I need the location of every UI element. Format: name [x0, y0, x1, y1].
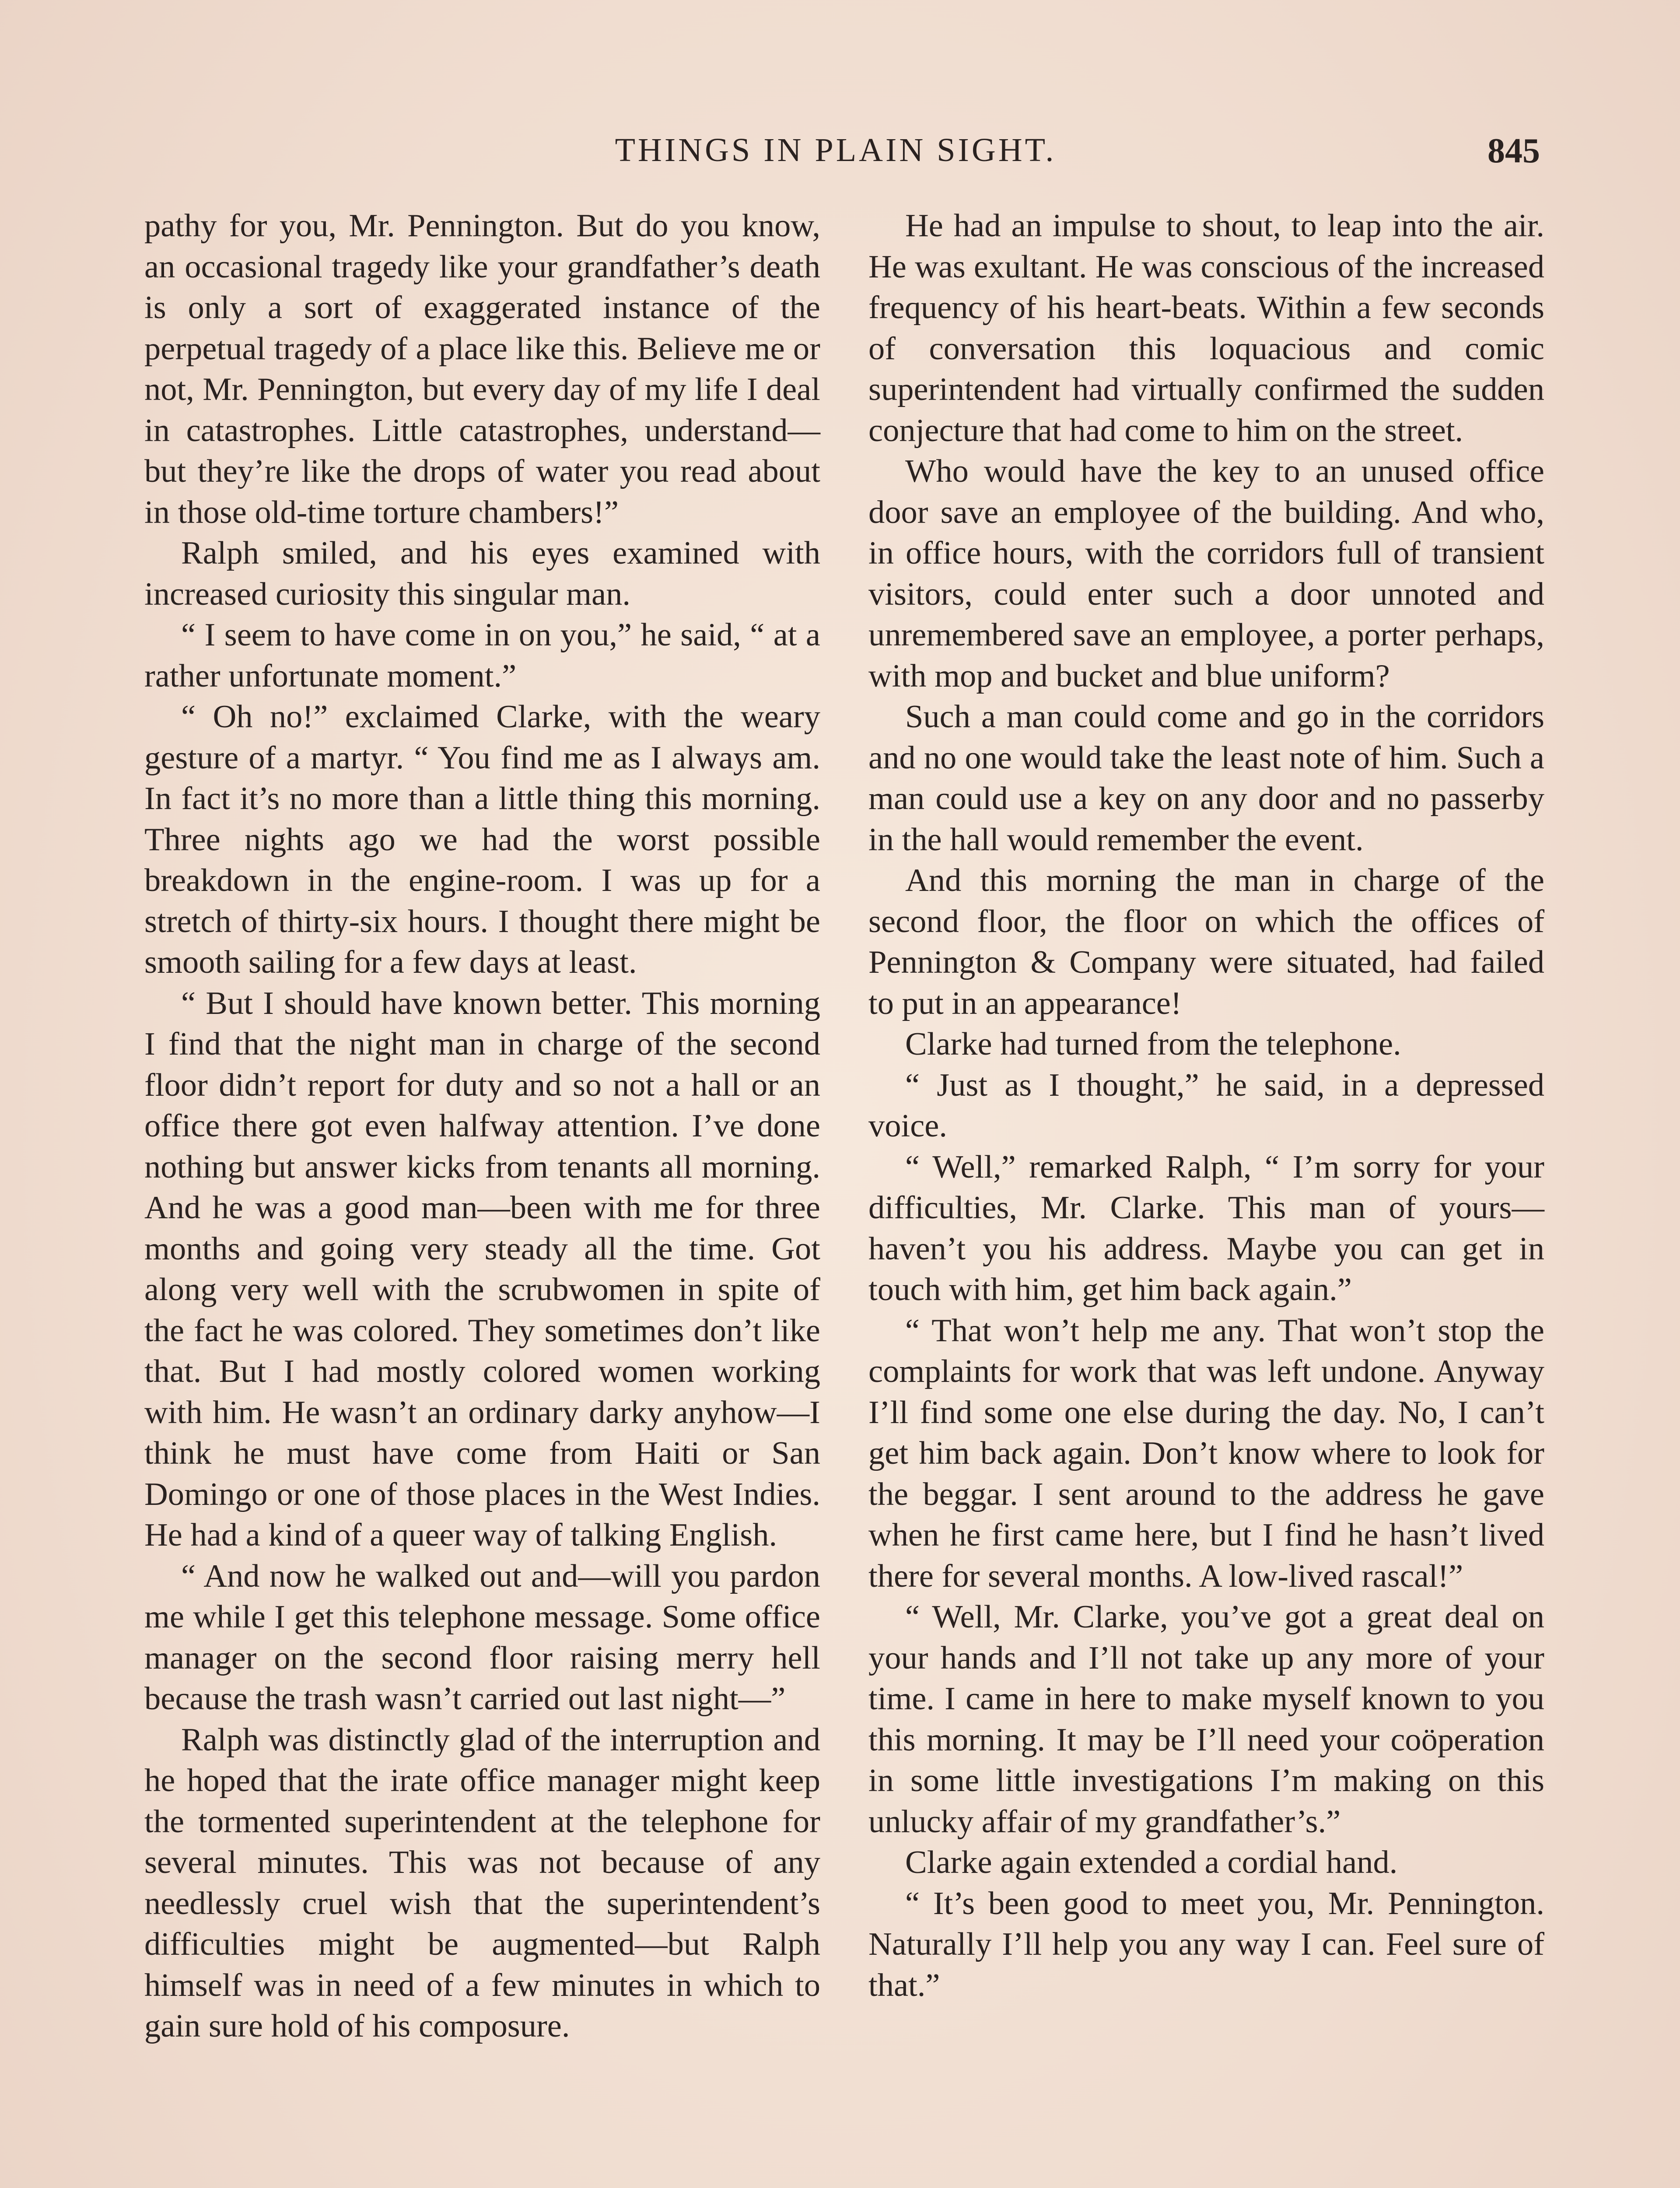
paragraph: “ Well, Mr. Clarke, you’ve got a great deal on your hands and I’ll not take up any more of your time. I came in here to make myself known to you this morning. It may be I’ll need your coöperation in some little investigations I’m making on this unlucky affair of my grandfather’s.” [868, 1599, 1544, 1840]
page-header [131, 131, 1540, 184]
paragraph: Such a man could come and go in the corridors and no one would take the least note of him. Such a man could use a key on any door and no passerby in the hall would remember the event. [868, 699, 1544, 858]
paragraph: “ It’s been good to meet you, Mr. Pennington. Naturally I’ll help you any way I can. Feel sure of that.” [868, 1885, 1544, 2003]
paragraph: “ I seem to have come in on you,” he said, “ at a rather unfortunate moment.” [144, 617, 820, 694]
left-column [144, 206, 820, 2188]
running-head: THINGS IN PLAIN SIGHT. [615, 132, 1057, 168]
paragraph: And this morning the man in charge of the second floor, the floor on which the offices of Pennington & Company were situated, had failed to put in an appearance! [868, 863, 1544, 1021]
page-number: 845 [1488, 132, 1540, 170]
paragraph: Who would have the key to an unused office door save an employee of the building. And who, in office hours, with the corridors full of transient visitors, could enter such a door unnoted and unremembered save an employee, a porter perhaps, with mop and bucket and blue uniform? [868, 453, 1544, 694]
paragraph: “ And now he walked out and—will you pardon me while I get this telephone message. Some office manager on the second floor raising merry hell because the trash wasn’t carried out last night—” [144, 1558, 820, 1717]
paragraph: He had an impulse to shout, to leap into the air. He was exultant. He was conscious of the increased frequency of his heart-beats. Within a few seconds of conversation this loquacious and comic superintendent had virtually confirmed the sudden conjecture that had come to him on the street. [868, 208, 1544, 449]
paragraph: “ Well,” remarked Ralph, “ I’m sorry for your difficulties, Mr. Clarke. This man of yours—haven’t you his address. Maybe you can get in touch with him, get him back again.” [868, 1149, 1544, 1308]
paragraph: “ That won’t help me any. That won’t stop the complaints for work that was left undone. Anyway I’ll find some one else during the day. No, I can’t get him back again. Don’t know where to look for the beggar. I sent around to the address he gave when he first came here, but I find he hasn’t lived there for several months. A low-lived rascal!” [868, 1312, 1544, 1594]
paragraph: “ Oh no!” exclaimed Clarke, with the weary gesture of a martyr. “ You find me as I always am. In fact it’s no more than a little thing this morning. Three nights ago we had the worst possible breakdown in the engine-room. I was up for a stretch of thirty-six hours. I thought there might be smooth sailing for a few days at least. [144, 699, 820, 980]
paragraph: “ Just as I thought,” he said, in a depressed voice. [868, 1067, 1544, 1144]
paragraph: Ralph smiled, and his eyes examined with increased curiosity this singular man. [144, 535, 820, 612]
paragraph: “ But I should have known better. This morning I find that the night man in charge of the second floor didn’t report for duty and so not a hall or an office there got even halfway attention. I’ve done nothing but answer kicks from tenants all morning. And he was a good man—been with me for three months and going very steady all the time. Got along very well with the scrubwomen in spite of the fact he was colored. They sometimes don’t like that. But I had mostly colored women working with him. He wasn’t an ordinary darky anyhow—I think he must have come from Haiti or San Domingo or one of those places in the West Indies. He had a kind of a queer way of talking English. [144, 985, 820, 1553]
paragraph: Clarke again extended a cordial hand. [905, 1844, 1398, 1880]
paragraph: Clarke had turned from the telephone. [905, 1026, 1401, 1062]
paragraph: Ralph was distinctly glad of the interruption and he hoped that the irate office manager might keep the tormented superintendent at the telephone for several minutes. This was not because of any needlessly cruel wish that the superintendent’s difficulties might be augmented—but Ralph himself was in need of a few minutes in which to gain sure hold of his composure. [144, 1722, 820, 2044]
right-column [868, 206, 1544, 2188]
text-columns [144, 206, 1544, 2188]
paragraph: pathy for you, Mr. Pennington. But do you know, an occasional tragedy like your grandfather’s death is only a sort of exaggerated instance of the perpetual tragedy of a place like this. Believe me or not, Mr. Pennington, but every day of my life I deal in catastrophes. Little catastrophes, understand—but they’re like the drops of water you read about in those old-time torture chambers!” [144, 208, 820, 530]
